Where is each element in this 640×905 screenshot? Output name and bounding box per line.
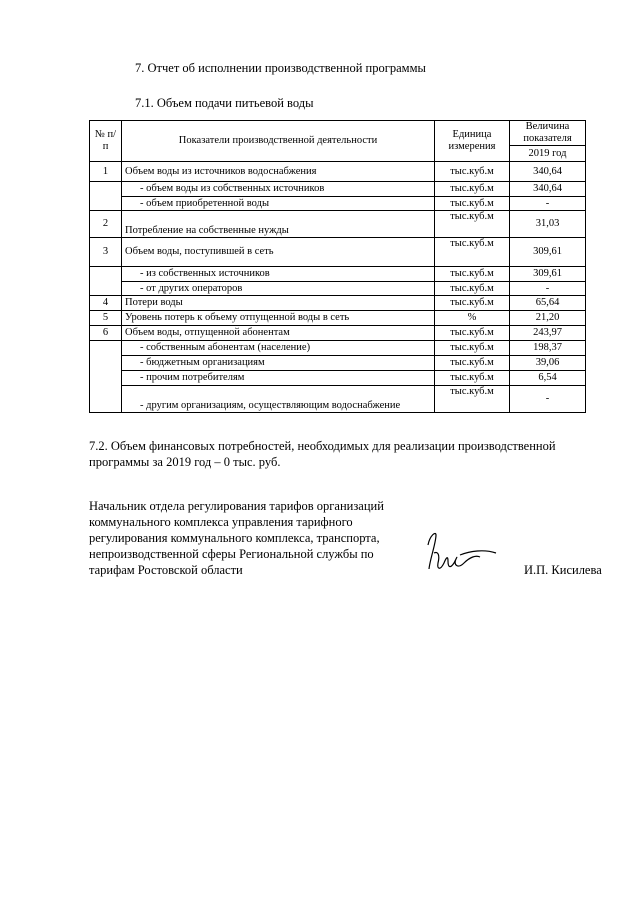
signatory-name: И.П. Кисилева [524,563,602,577]
row-num: 4 [90,296,122,311]
row-name: - прочим потребителям [122,371,435,386]
row-name: Уровень потерь к объему отпущенной воды в сеть [122,311,435,326]
row-value: 6,54 [510,371,586,386]
header-year: 2019 год [510,146,586,162]
signatory-position: Начальник отдела регулирования тарифов организаций коммунального комплекса управления тарифного регулирования коммунального комплекса, транспорта, непроизводственной сферы Региональной службы по тарифам Ростовской области [89,499,384,577]
row-num-empty [90,341,122,413]
water-supply-table [89,120,586,413]
row-name: Объем воды из источников водоснабжения [122,162,435,182]
row-value: 21,20 [510,311,586,326]
row-value: 309,61 [510,267,586,282]
row-unit: тыс.куб.м [435,296,510,311]
header-num: № п/п [90,121,122,162]
row-value: - [510,386,586,413]
row-num: 3 [90,238,122,267]
row-name: - другим организациям, осуществляющим водоснабжение [122,386,435,413]
row-name: Потери воды [122,296,435,311]
row-num-empty [90,267,122,296]
handwritten-signature [420,525,500,584]
section-heading: 7. Отчет об исполнении производственной программы [135,61,426,75]
row-name: - объем воды из собственных источников [122,182,435,197]
row-name: - от других операторов [122,282,435,296]
financial-needs-text: 7.2. Объем финансовых потребностей, необходимых для реализации производственной программы за 2019 год – 0 тыс. руб. [89,439,556,469]
row-name: Объем воды, поступившей в сеть [122,238,435,267]
row-unit: тыс.куб.м [435,211,510,238]
row-num: 1 [90,162,122,182]
row-value: 39,06 [510,356,586,371]
row-unit: тыс.куб.м [435,371,510,386]
subsection-heading: 7.1. Объем подачи питьевой воды [135,96,314,110]
row-unit: тыс.куб.м [435,282,510,296]
row-value: 65,64 [510,296,586,311]
row-num: 5 [90,311,122,326]
row-num: 6 [90,326,122,341]
row-value: - [510,197,586,211]
row-unit: % [435,311,510,326]
row-unit: тыс.куб.м [435,341,510,356]
row-unit: тыс.куб.м [435,386,510,413]
row-unit: тыс.куб.м [435,182,510,197]
header-indicator: Показатели производственной деятельности [122,121,435,162]
row-name: - бюджетным организациям [122,356,435,371]
row-value: - [510,282,586,296]
row-unit: тыс.куб.м [435,238,510,267]
header-value: Величина показателя [510,121,586,146]
row-name: Потребление на собственные нужды [122,211,435,238]
row-name: - из собственных источников [122,267,435,282]
row-value: 309,61 [510,238,586,267]
row-num: 2 [90,211,122,238]
row-value: 340,64 [510,162,586,182]
row-name: - собственным абонентам (население) [122,341,435,356]
row-value: 31,03 [510,211,586,238]
row-value: 243,97 [510,326,586,341]
row-num-empty [90,182,122,211]
header-unit: Единица измерения [435,121,510,162]
row-value: 198,37 [510,341,586,356]
row-value: 340,64 [510,182,586,197]
row-name: Объем воды, отпущенной абонентам [122,326,435,341]
row-unit: тыс.куб.м [435,356,510,371]
row-unit: тыс.куб.м [435,326,510,341]
row-unit: тыс.куб.м [435,267,510,282]
row-name: - объем приобретенной воды [122,197,435,211]
row-unit: тыс.куб.м [435,197,510,211]
row-unit: тыс.куб.м [435,162,510,182]
